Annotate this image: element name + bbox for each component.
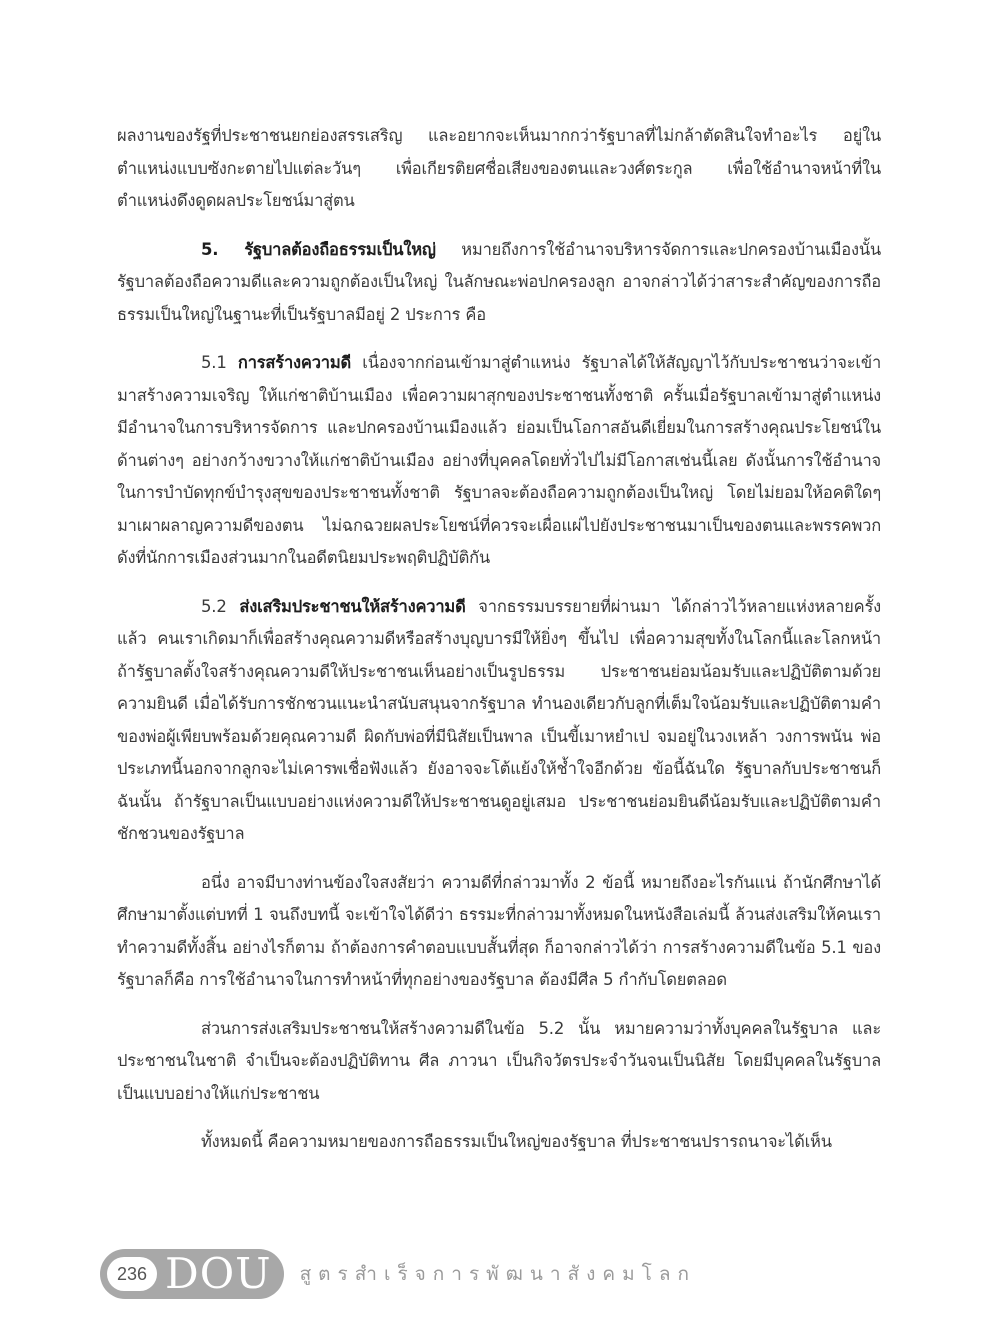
paragraph-6-text: ส่วนการส่งเสริมประชาชนให้สร้างความดีในข้อ 5.2 นั้น หมายความว่าทั้งบุคคลในรัฐบาล และประชาชนในชาติ จำเป็นจะต้องปฏิบัติทาน ศีล ภาวนา เป็นกิจวัตรประจำวันจนเป็นนิสัย โดยมีบุคคลในรัฐบาลเป็นแบบอย่างให้แก่ประชาชน [117,1018,881,1103]
paragraph-5-text: อนึ่ง อาจมีบางท่านข้องใจสงสัยว่า ความดีที่กล่าวมาทั้ง 2 ข้อนี้ หมายถึงอะไรกันแน่ ถ้านักศึกษาได้ศึกษามาตั้งแต่บทที่ 1 จนถึงบทนี้ จะเข้าใจได้ดีว่า ธรรมะที่กล่าวมาทั้งหมดในหนังสือเล่มนี้ ล้วนส่งเสริมให้คนเราทำความดีทั้งสิ้น อย่างไรก็ตาม ถ้าต้องการคำตอบแบบสั้นที่สุด ก็อาจกล่าวได้ว่า การสร้างความดีในข้อ 5.1 ของรัฐบาลก็คือ การใช้อำนาจในการทำหน้าที่ทุกอย่างของรัฐบาล ต้องมีศีล 5 กำกับโดยตลอด [117,872,881,989]
paragraph-4-text: จากธรรมบรรยายที่ผ่านมา ได้กล่าวไว้หลายแห่งหลายครั้งแล้ว คนเราเกิดมาก็เพื่อสร้างคุณความดีหรือสร้างบุญบารมีให้ยิ่งๆ ขึ้นไป เพื่อความสุขทั้งในโลกนี้และโลกหน้า ถ้ารัฐบาลตั้งใจสร้างคุณความดีให้ประชาชนเห็นอย่างเป็นรูปธรรม ประชาชนย่อมน้อมรับและปฏิบัติตามด้วยความยินดี เมื่อได้รับการชักชวนแนะนำสนับสนุนจากรัฐบาล ทำนองเดียวกับลูกที่เต็มใจน้อมรับและปฏิบัติตามคำของพ่อผู้เพียบพร้อมด้วยคุณความดี ผิดกับพ่อที่มีนิสัยเป็นพาล เป็นขี้เมาหยำเป จมอยู่ในวงเหล้า วงการพนัน พ่อประเภทนี้นอกจากลูกจะไม่เคารพเชื่อฟังแล้ว ยังอาจจะโต้แย้งให้ช้ำใจอีกด้วย ข้อนี้ฉันใด รัฐบาลกับประชาชนก็ฉันนั้น ถ้ารัฐบาลเป็นแบบอย่างแห่งความดีให้ประชาชนดูอยู่เสมอ ประชาชนย่อมยินดีน้อมรับและปฏิบัติตามคำชักชวนของรัฐบาล [117,596,882,843]
section-5-heading: 5. รัฐบาลต้องถือธรรมเป็นใหญ่ [201,239,436,259]
paragraph-2-text: หมายถึงการใช้อำนาจบริหารจัดการและปกครองบ้านเมืองนั้น รัฐบาลต้องถือความดีและความถูกต้องเป็นใหญ่ ในลักษณะพ่อปกครองลูก อาจกล่าวได้ว่าสาระสำคัญของการถือธรรมเป็นใหญ่ในฐานะที่เป็นรัฐบาลมีอยู่ 2 ประการ คือ [117,239,881,324]
subsection-5-1-heading: การสร้างความดี [237,353,352,372]
paragraph-4 [117,591,881,851]
subsection-5-2-heading: ส่งเสริมประชาชนให้สร้างความดี [239,596,466,616]
paragraph-6 [117,1013,881,1111]
page-number: 236 [107,1257,157,1291]
subsection-5-1-number: 5.1 [201,353,238,372]
page-body [117,120,881,1175]
subsection-5-2-number: 5.2 [201,596,240,616]
paragraph-3 [117,347,881,575]
paragraph-2 [117,234,881,332]
book-title: สูตรสำเร็จการพัฒนาสังคมโลก [299,1263,696,1285]
paragraph-5 [117,867,881,997]
paragraph-1-text: ผลงานของรัฐที่ประชาชนยกย่องสรรเสริญ และอยากจะเห็นมากกว่ารัฐบาลที่ไม่กล้าตัดสินใจทำอะไร อยู่ในตำแหน่งแบบซังกะตายไปแต่ละวันๆ เพื่อเกียรติยศชื่อเสียงของตนและวงศ์ตระกูล เพื่อใช้อำนาจหน้าที่ในตำแหน่งดึงดูดผลประโยชน์มาสู่ตน [117,126,881,210]
paragraph-1 [117,120,881,218]
dou-logo: DOU [165,1249,272,1298]
page-footer [100,1249,696,1299]
paragraph-7 [117,1126,881,1159]
footer-badge [100,1249,284,1299]
paragraph-7-text: ทั้งหมดนี้ คือความหมายของการถือธรรมเป็นใหญ่ของรัฐบาล ที่ประชาชนปรารถนาจะได้เห็น [201,1132,832,1151]
paragraph-3-text: เนื่องจากก่อนเข้ามาสู่ตำแหน่ง รัฐบาลได้ให้สัญญาไว้กับประชาชนว่าจะเข้ามาสร้างความเจริญ ให้แก่ชาติบ้านเมือง เพื่อความผาสุกของประชาชนทั้งชาติ ครั้นเมื่อรัฐบาลเข้ามาสู่ตำแหน่ง มีอำนาจในการบริหารจัดการ และปกครองบ้านเมืองแล้ว ย่อมเป็นโอกาสอันดีเยี่ยมในการสร้างคุณประโยชน์ในด้านต่างๆ อย่างกว้างขวางให้แก่ชาติบ้านเมือง อย่างที่บุคคลโดยทั่วไปไม่มีโอกาสเช่นนี้เลย ดังนั้นการใช้อำนาจในการบำบัดทุกข์บำรุงสุขของประชาชนทั้งชาติ รัฐบาลจะต้องถือความถูกต้องเป็นใหญ่ โดยไม่ยอมให้อคติใดๆ มาเผาผลาญความดีของตน ไม่ฉกฉวยผลประโยชน์ที่ควรจะเผื่อแผ่ไปยังประชาชนมาเป็นของตนและพรรคพวก ดังที่นักการเมืองส่วนมากในอดีตนิยมประพฤติปฏิบัติกัน [117,353,882,567]
